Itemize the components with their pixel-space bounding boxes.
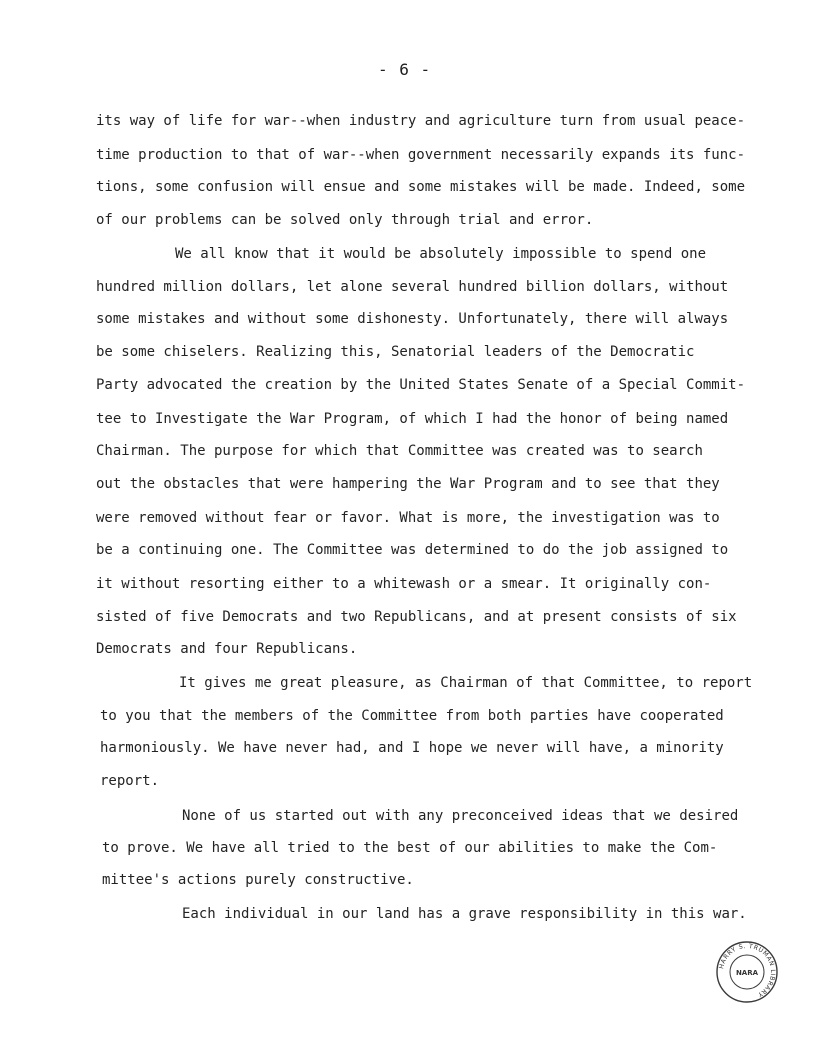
stamp-outer-text: HARRY S. TRUMAN LIBRARY — [718, 942, 777, 999]
text-line: its way of life for war--when industry and agriculture turn from usual peace- — [96, 113, 746, 129]
text-line: were removed without fear or favor. What is more, the investigation was to — [96, 510, 720, 526]
text-line: sisted of five Democrats and two Republicans, and at present consists of six — [96, 609, 737, 625]
text-line: time production to that of war--when government necessarily expands its func- — [96, 147, 746, 163]
text-line: out the obstacles that were hampering the War Program and to see that they — [96, 476, 720, 492]
text-line: None of us started out with any preconceived ideas that we desired — [182, 808, 739, 824]
text-line: Chairman. The purpose for which that Committee was created was to search — [96, 443, 703, 459]
text-line: be some chiselers. Realizing this, Senatorial leaders of the Democratic — [96, 344, 695, 360]
text-line: be a continuing one. The Committee was determined to do the job assigned to — [96, 542, 729, 558]
stamp-inner-text: NARA — [735, 969, 759, 977]
text-line: mittee's actions purely constructive. — [102, 872, 414, 888]
text-line: to you that the members of the Committee from both parties have cooperated — [100, 708, 724, 724]
text-line: it without resorting either to a whitewash or a smear. It originally con- — [96, 576, 712, 592]
text-line: Democrats and four Republicans. — [96, 641, 358, 657]
text-line: Each individual in our land has a grave responsibility in this war. — [182, 906, 747, 922]
text-line: We all know that it would be absolutely impossible to spend one — [175, 246, 707, 262]
text-line: of our problems can be solved only through trial and error. — [96, 212, 594, 228]
text-line: tions, some confusion will ensue and some mistakes will be made. Indeed, some — [96, 179, 746, 195]
text-line: hundred million dollars, let alone several hundred billion dollars, without — [96, 279, 729, 295]
text-line: tee to Investigate the War Program, of which I had the honor of being named — [96, 411, 729, 427]
text-line: report. — [100, 773, 160, 789]
page-number: - 6 - — [378, 60, 432, 79]
text-line: harmoniously. We have never had, and I hope we never will have, a minority — [100, 740, 724, 756]
text-line: It gives me great pleasure, as Chairman of that Committee, to report — [179, 675, 753, 691]
text-line: to prove. We have all tried to the best of our abilities to make the Com- — [102, 840, 718, 856]
text-line: Party advocated the creation by the United States Senate of a Special Commit- — [96, 377, 746, 393]
library-stamp-icon — [715, 940, 779, 1004]
text-line: some mistakes and without some dishonesty. Unfortunately, there will always — [96, 311, 729, 327]
